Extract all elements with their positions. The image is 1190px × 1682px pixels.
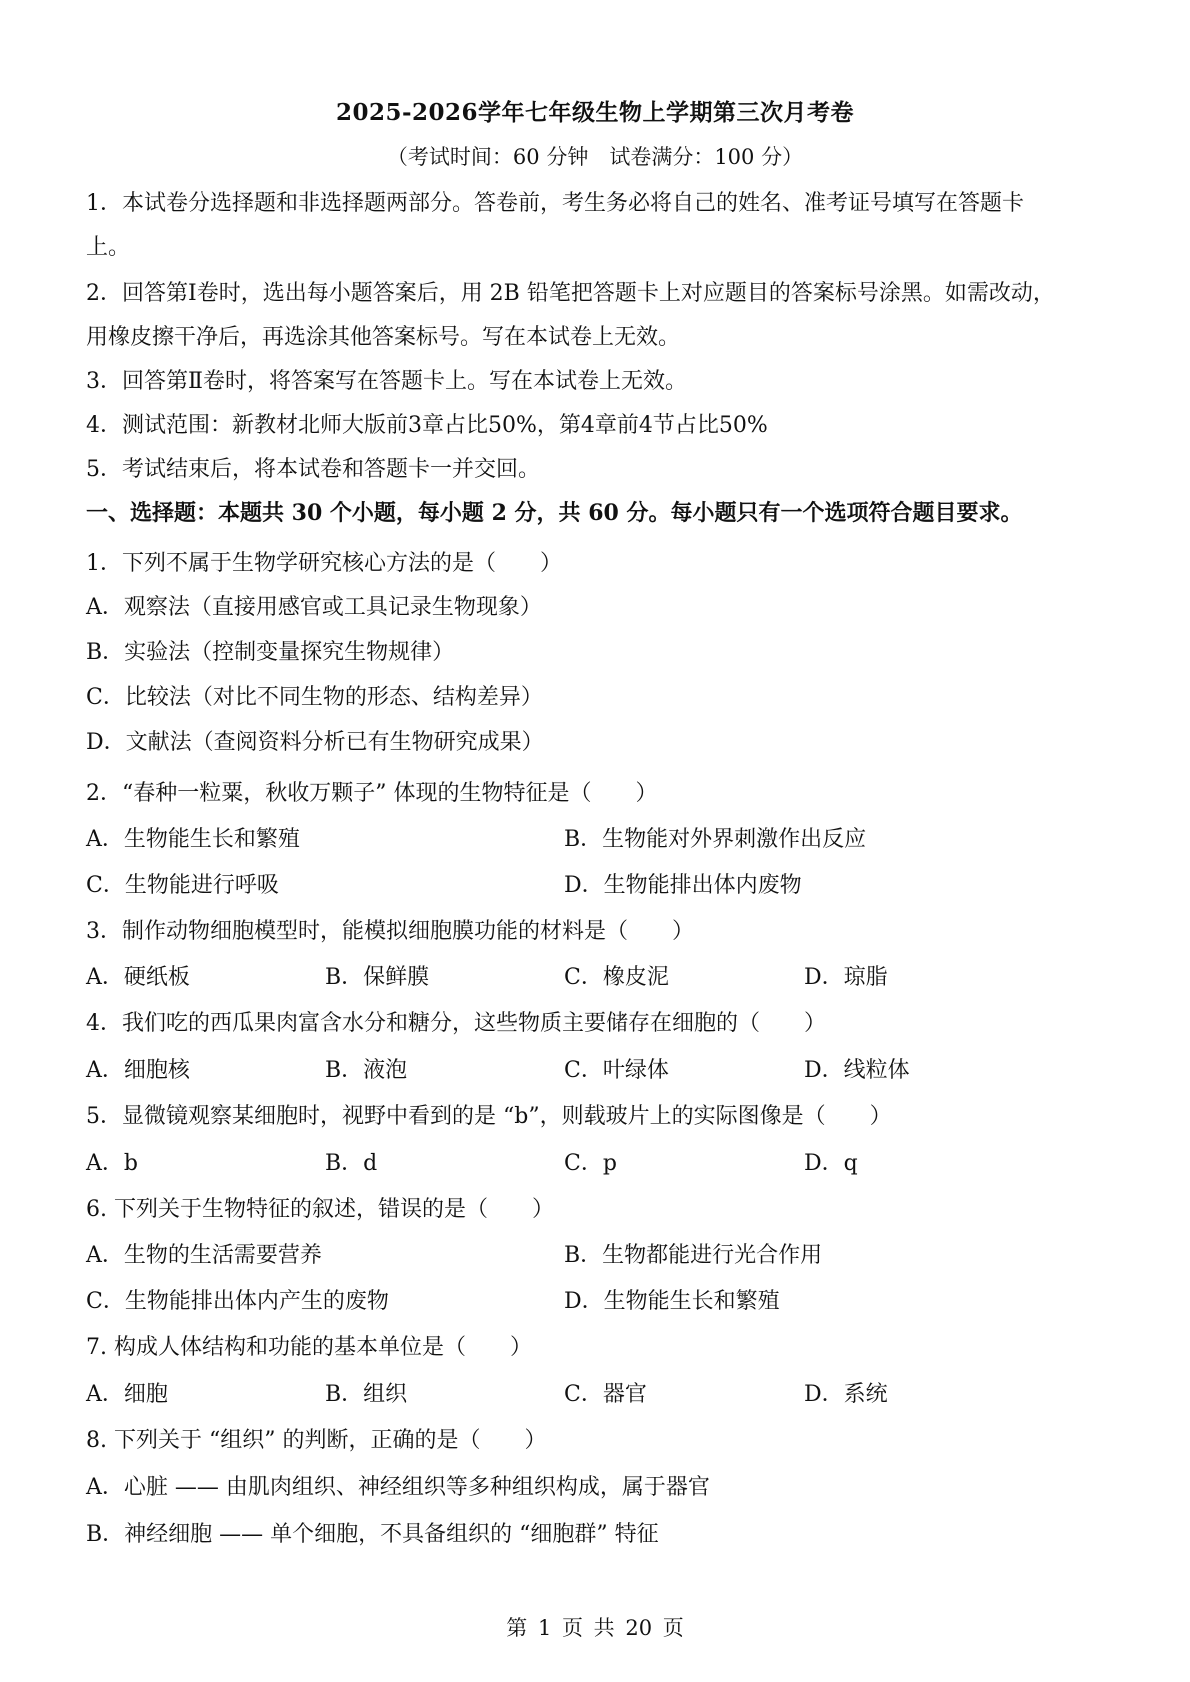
question-option: D．生物能生长和繁殖 [564,1289,780,1314]
question-option: D．q [804,1151,858,1176]
question-option: B．组织 [325,1382,408,1407]
instruction-line: 上。 [86,235,131,260]
question-option: D．生物能排出体内废物 [564,873,802,898]
question-option: A．b [86,1151,138,1176]
page-title: 2025-2026学年七年级生物上学期第三次月考卷 [335,99,855,126]
question-option: B．d [325,1151,378,1176]
question-option: C．生物能进行呼吸 [86,873,279,898]
question-option: C．生物能排出体内产生的废物 [86,1289,389,1314]
exam-info: （考试时间：60 分钟 试卷满分：100 分） [386,145,804,169]
question-option: A．硬纸板 [86,965,190,990]
question-option: B．实验法（控制变量探究生物规律） [86,640,455,665]
question-option: D．系统 [804,1382,888,1407]
question-option: A．生物能生长和繁殖 [86,827,300,852]
question-option: D．线粒体 [804,1058,910,1083]
question-option: B．液泡 [325,1058,408,1083]
page-number: 第 1 页 共 20 页 [506,1616,684,1640]
question-stem: 3．制作动物细胞模型时，能模拟细胞膜功能的材料是（ ） [86,919,694,944]
question-option: C．橡皮泥 [564,965,669,990]
question-option: D．文献法（查阅资料分析已有生物研究成果） [86,730,544,755]
question-option: A．细胞 [86,1382,168,1407]
question-option: A．细胞核 [86,1058,190,1083]
question-option: A．生物的生活需要营养 [86,1243,322,1268]
question-option: C．器官 [564,1382,647,1407]
question-option: C．比较法（对比不同生物的形态、结构差异） [86,685,543,710]
question-stem: 5．显微镜观察某细胞时，视野中看到的是 “b”，则载玻片上的实际图像是（ ） [86,1104,892,1129]
question-stem: 4．我们吃的西瓜果肉富含水分和糖分，这些物质主要储存在细胞的（ ） [86,1011,826,1036]
instruction-line: 2．回答第Ⅰ卷时，选出每小题答案后，用 2B 铅笔把答题卡上对应题目的答案标号涂黑。如需改动， [86,281,1055,306]
question-option: C．叶绿体 [564,1058,669,1083]
instruction-line: 3．回答第Ⅱ卷时，将答案写在答题卡上。写在本试卷上无效。 [86,369,687,394]
instruction-line: 4．测试范围：新教材北师大版前3章占比50%，第4章前4节占比50% [86,413,768,438]
question-stem: 8. 下列关于 “组织” 的判断，正确的是（ ） [86,1428,547,1453]
question-option: A．观察法（直接用感官或工具记录生物现象） [86,595,542,620]
question-option: A．心脏 —— 由肌肉组织、神经组织等多种组织构成，属于器官 [86,1475,710,1500]
question-stem: 7. 构成人体结构和功能的基本单位是（ ） [86,1335,532,1360]
question-option: D．琼脂 [804,965,888,990]
question-stem: 1．下列不属于生物学研究核心方法的是（ ） [86,551,562,576]
question-option: C．p [564,1151,617,1176]
question-option: B．神经细胞 —— 单个细胞，不具备组织的 “细胞群” 特征 [86,1522,659,1547]
question-stem: 6. 下列关于生物特征的叙述，错误的是（ ） [86,1197,554,1222]
question-option: B．保鲜膜 [325,965,430,990]
instruction-line: 1．本试卷分选择题和非选择题两部分。答卷前，考生务必将自己的姓名、准考证号填写在答题卡 [86,191,1025,216]
section-heading: 一、选择题：本题共 30 个小题，每小题 2 分，共 60 分。每小题只有一个选项符合题目要求。 [86,500,1023,526]
instruction-line: 5．考试结束后，将本试卷和答题卡一并交回。 [86,457,540,482]
question-option: B．生物都能进行光合作用 [564,1243,823,1268]
question-option: B．生物能对外界刺激作出反应 [564,827,867,852]
question-stem: 2．“春种一粒粟，秋收万颗子” 体现的生物特征是（ ） [86,781,658,806]
instruction-line: 用橡皮擦干净后，再选涂其他答案标号。写在本试卷上无效。 [86,325,681,350]
